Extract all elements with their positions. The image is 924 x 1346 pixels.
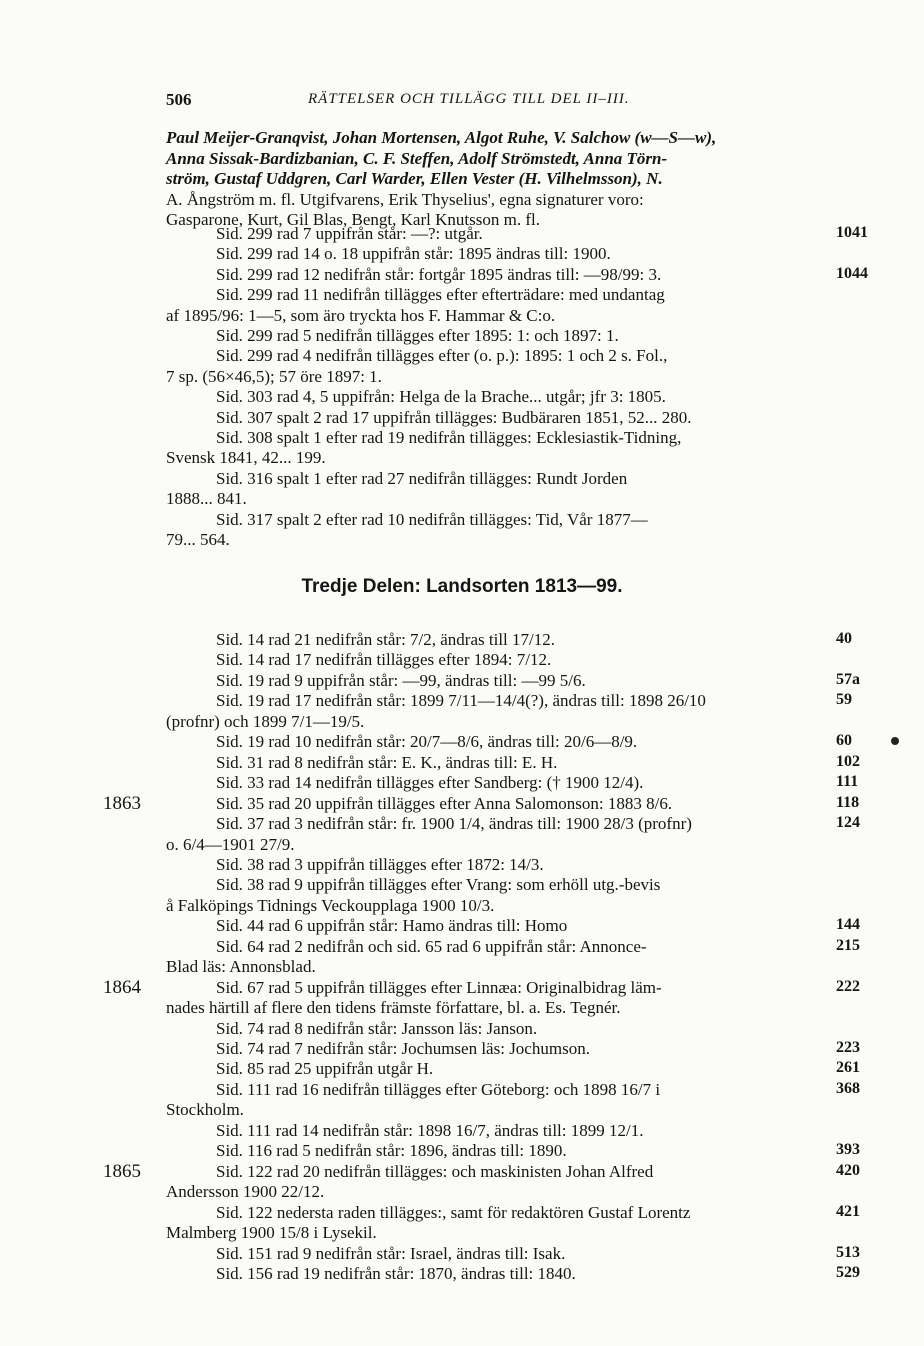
reference-number: 59: [836, 691, 852, 709]
correction-text: Sid. 308 spalt 1 efter rad 19 nedifrån tillägges: Ecklesiastik-Tidning,: [216, 428, 682, 447]
correction-text: (profnr) och 1899 7/1—19/5.: [166, 711, 365, 731]
intro-paragraph: [166, 128, 826, 231]
page-number: 506: [166, 90, 192, 109]
reference-number: 124: [836, 814, 860, 832]
reference-number: 222: [836, 977, 860, 995]
section-title: Tredje Delen: Landsorten 1813—99.: [301, 576, 623, 597]
correction-text: Blad läs: Annonsblad.: [166, 957, 316, 977]
correction-text: Sid. 74 rad 8 nedifrån står: Jansson läs: Janson.: [216, 1018, 538, 1038]
correction-text: Sid. 74 rad 7 nedifrån står: Jochumsen läs: Jochumson.: [216, 1039, 590, 1058]
margin-bullet-mark: [891, 737, 899, 745]
reference-number: 57a: [836, 670, 860, 688]
reference-number: 420: [836, 1161, 860, 1179]
correction-text: Svensk 1841, 42... 199.: [166, 448, 326, 468]
correction-text: Sid. 317 spalt 2 efter rad 10 nedifrån tillägges: Tid, Vår 1877—: [216, 509, 648, 529]
reference-number: 215: [836, 936, 860, 954]
reference-number: 261: [836, 1059, 860, 1077]
reference-number: 368: [836, 1079, 860, 1097]
correction-text: Sid. 299 rad 7 uppifrån står: —?: utgår.: [216, 224, 483, 243]
reference-number: 529: [836, 1263, 860, 1281]
correction-text: Sid. 31 rad 8 nedifrån står: E. K., ändras till: E. H.: [216, 752, 558, 772]
correction-text: Sid. 111 rad 14 nedifrån står: 1898 16/7, ändras till: 1899 12/1.: [216, 1120, 644, 1140]
reference-number: 144: [836, 916, 860, 934]
correction-text: Sid. 44 rad 6 uppifrån står: Hamo ändras till: Homo: [216, 916, 568, 936]
correction-text: Sid. 299 rad 11 nedifrån tillägges efter efterträdare: med undantag: [216, 285, 665, 305]
correction-text: Sid. 156 rad 19 nedifrån står: 1870, ändras till: 1840.: [216, 1263, 576, 1283]
correction-text: Sid. 151 rad 9 nedifrån står: Israel, ändras till: Isak.: [216, 1243, 566, 1263]
correction-text: Malmberg 1900 15/8 i Lysekil.: [166, 1223, 377, 1243]
correction-text: 7 sp. (56×46,5); 57 öre 1897: 1.: [166, 366, 382, 386]
margin-year: 1864: [103, 976, 141, 998]
correction-text: Sid. 14 rad 21 nedifrån står: 7/2, ändras till 17/12.: [216, 630, 555, 649]
reference-number: 40: [836, 630, 852, 647]
correction-text: Sid. 35 rad 20 uppifrån tillägges efter Anna Salomonson: 1883 8/6.: [216, 793, 673, 813]
correction-text: Sid. 111 rad 16 nedifrån tillägges efter Göteborg: och 1898 16/7 i: [216, 1079, 661, 1099]
correction-text: Sid. 299 rad 12 nedifrån står: fortgår 1895 ändras till: —98/99: 3.: [216, 264, 662, 284]
correction-text: Sid. 307 spalt 2 rad 17 uppifrån tillägges: Budbäraren 1851, 52... 280.: [216, 407, 692, 427]
reference-number: 1041: [836, 224, 868, 241]
reference-number: 111: [836, 773, 859, 791]
correction-text: Andersson 1900 22/12.: [166, 1182, 325, 1202]
intro-line: ström, Gustaf Uddgren, Carl Warder, Ellen Vester (H. Vilhelmsson), N.: [166, 169, 663, 188]
correction-text: Sid. 116 rad 5 nedifrån står: 1896, ändras till: 1890.: [216, 1141, 567, 1161]
correction-text: Sid. 37 rad 3 nedifrån står: fr. 1900 1/4, ändras till: 1900 28/3 (profnr): [216, 814, 692, 834]
correction-text: nades härtill af flere den tidens främste författare, bl. a. Es. Tegnér.: [166, 998, 621, 1018]
margin-year: 1865: [103, 1160, 141, 1182]
correction-text: Sid. 122 rad 20 nedifrån tillägges: och maskinisten Johan Alfred: [216, 1161, 654, 1181]
correction-text: Sid. 85 rad 25 uppifrån utgår H.: [216, 1059, 434, 1079]
running-title: RÄTTELSER OCH TILLÄGG TILL DEL II–III.: [308, 91, 630, 107]
reference-number: 1044: [836, 264, 868, 282]
correction-text: Sid. 14 rad 17 nedifrån tillägges efter 1894: 7/12.: [216, 650, 552, 670]
reference-number: 393: [836, 1141, 860, 1159]
correction-text: af 1895/96: 1—5, som äro tryckta hos F. Hammar & C:o.: [166, 305, 556, 325]
margin-year: 1863: [103, 792, 141, 814]
correction-text: Sid. 19 rad 9 uppifrån står: —99, ändras till: —99 5/6.: [216, 670, 586, 690]
reference-number: 118: [836, 793, 860, 811]
correction-text: Sid. 303 rad 4, 5 uppifrån: Helga de la Brache... utgår; jfr 3: 1805.: [216, 387, 666, 407]
correction-text: 1888... 841.: [166, 489, 247, 509]
intro-line: Anna Sissak-Bardizbanian, C. F. Steffen, Adolf Strömstedt, Anna Törn-: [166, 148, 668, 168]
correction-text: å Falköpings Tidnings Veckoupplaga 1900 10/3.: [166, 895, 495, 915]
reference-number: 60: [836, 732, 852, 750]
correction-text: Sid. 299 rad 4 nedifrån tillägges efter (o. p.): 1895: 1 och 2 s. Fol.,: [216, 346, 668, 366]
intro-line: Paul Meijer-Granqvist, Johan Mortensen, Algot Ruhe, V. Salchow (w—S—w),: [166, 128, 717, 147]
correction-text: Sid. 299 rad 14 o. 18 uppifrån står: 1895 ändras till: 1900.: [216, 244, 611, 264]
reference-number: 513: [836, 1243, 860, 1261]
correction-text: Stockholm.: [166, 1100, 244, 1120]
correction-text: Sid. 38 rad 3 uppifrån tillägges efter 1872: 14/3.: [216, 854, 544, 874]
correction-text: Sid. 299 rad 5 nedifrån tillägges efter 1895: 1: och 1897: 1.: [216, 326, 619, 345]
intro-line: A. Ångström m. fl. Utgifvarens, Erik Thyselius', egna signaturer voro:: [166, 189, 644, 209]
correction-text: Sid. 19 rad 10 nedifrån står: 20/7—8/6, ändras till: 20/6—8/9.: [216, 732, 638, 752]
correction-text: Sid. 64 rad 2 nedifrån och sid. 65 rad 6 uppifrån står: Annonce-: [216, 936, 647, 956]
correction-text: Sid. 38 rad 9 uppifrån tillägges efter Vrang: som erhöll utg.-bevis: [216, 875, 661, 895]
correction-text: Sid. 33 rad 14 nedifrån tillägges efter Sandberg: († 1900 12/4).: [216, 773, 644, 793]
correction-text: Sid. 316 spalt 1 efter rad 27 nedifrån tillägges: Rundt Jorden: [216, 468, 628, 488]
correction-text: 79... 564.: [166, 530, 230, 549]
reference-number: 223: [836, 1039, 860, 1056]
reference-number: 102: [836, 752, 860, 770]
correction-text: Sid. 122 nedersta raden tillägges:, samt för redaktören Gustaf Lorentz: [216, 1202, 691, 1222]
correction-text: Sid. 67 rad 5 uppifrån tillägges efter Linnæa: Originalbidrag läm-: [216, 977, 662, 997]
correction-text: Sid. 19 rad 17 nedifrån står: 1899 7/11—14/4(?), ändras till: 1898 26/10: [216, 691, 706, 711]
page-header: [166, 90, 826, 114]
correction-text: o. 6/4—1901 27/9.: [166, 834, 295, 854]
intro-line: Gasparone, Kurt, Gil Blas, Bengt, Karl Knutsson m. fl.: [166, 210, 540, 229]
reference-number: 421: [836, 1202, 860, 1220]
